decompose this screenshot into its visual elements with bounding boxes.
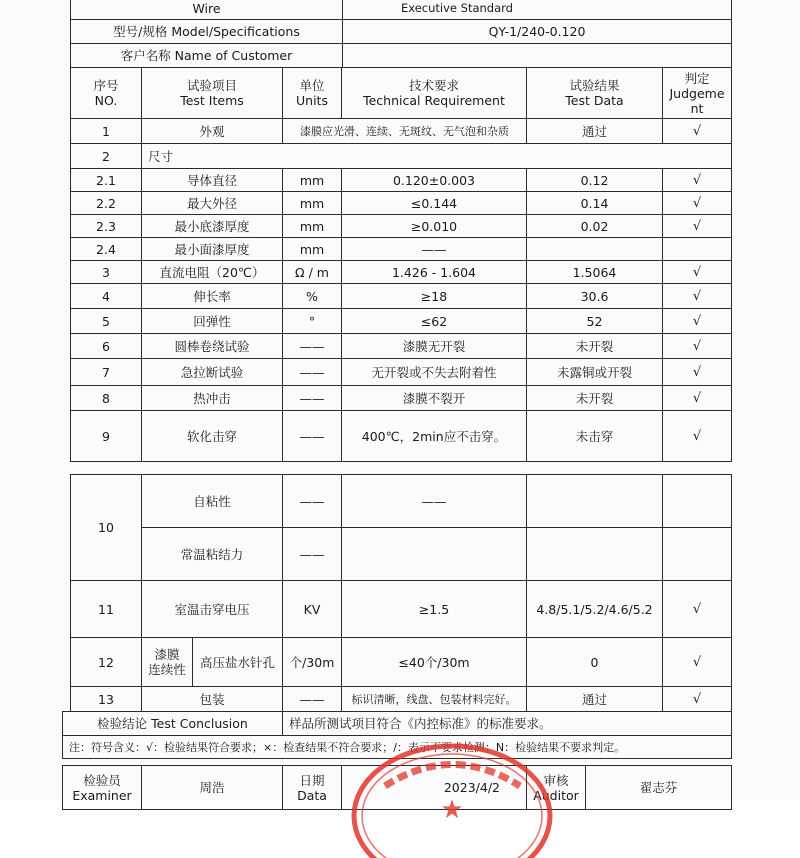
row-2.1-unit — [282, 168, 342, 192]
header-items — [141, 67, 283, 119]
row-2.2-req-text: ≤0.144 — [410, 195, 458, 211]
row-5-item-text: 回弹性 — [193, 313, 231, 329]
row-9-no — [70, 410, 142, 462]
row-4-item-text: 伸长率 — [193, 288, 231, 304]
row-2.4-no — [70, 237, 142, 261]
row-4-no — [70, 283, 142, 309]
row-2.2-item — [141, 191, 283, 215]
row2-no: 2 — [70, 143, 142, 169]
header-units-cn: 单位 — [299, 78, 325, 93]
row-3-data — [526, 260, 663, 284]
row-2.2-no — [70, 191, 142, 215]
row-5-data — [526, 308, 663, 334]
row-4-data — [526, 283, 663, 309]
header-data — [526, 67, 663, 119]
row-8-no — [70, 385, 142, 411]
row12-judge: √ — [662, 637, 732, 687]
conclusion-label: 检验结论 Test Conclusion — [97, 716, 248, 731]
row-9-unit — [282, 410, 342, 462]
conclusion-value: 样品所测试项目符合《内控标准》的标准要求。 — [289, 716, 552, 731]
row10a-data — [526, 474, 663, 528]
header-judgement — [662, 67, 732, 119]
row-4-judge-text: √ — [692, 288, 702, 304]
row-2.3-judge — [662, 214, 732, 238]
row10b-item: 常温粘结力 — [141, 527, 283, 581]
row1-data: 通过 — [526, 118, 663, 144]
row-3-judge — [662, 260, 732, 284]
row-7-data — [526, 358, 663, 386]
row12-item: 高压盐水针孔 — [192, 637, 283, 687]
row-8-unit — [282, 385, 342, 411]
row-9-data-text: 未击穿 — [575, 428, 614, 444]
row-7-item-text: 急拉断试验 — [180, 364, 244, 380]
row-8-req — [341, 385, 527, 411]
row13-no: 13 — [70, 686, 142, 712]
row-7-req — [341, 358, 527, 386]
row-2.2-judge-text: √ — [692, 195, 702, 211]
row-5-judge-text: √ — [692, 313, 702, 329]
row-8-no-text: 8 — [102, 390, 110, 406]
row-3-req-text: 1.426 - 1.604 — [391, 264, 477, 280]
row-9-item — [141, 410, 283, 462]
row-9-judge-text: √ — [692, 428, 702, 444]
row-7-no-text: 7 — [102, 364, 110, 380]
exec-standard-label: Executive Standard — [401, 1, 513, 15]
row-9-item-text: 软化击穿 — [186, 428, 237, 444]
row10b-judge — [662, 527, 732, 581]
row-5-judge — [662, 308, 732, 334]
header-items-cn: 试验项目 — [186, 78, 237, 93]
row-9-no-text: 9 — [102, 428, 110, 444]
row-4-item — [141, 283, 283, 309]
auditor-value: 翟志芬 — [639, 780, 678, 795]
row-3-unit-text: Ω / m — [295, 264, 329, 280]
row-2.3-req — [341, 214, 527, 238]
row12-no: 12 — [70, 637, 142, 687]
row-2.1-data-text: 0.12 — [580, 172, 609, 188]
row-6-req — [341, 333, 527, 359]
row-3-no-text: 3 — [102, 264, 110, 280]
row-5-unit — [282, 308, 342, 334]
row-7-unit — [282, 358, 342, 386]
row10b-data — [526, 527, 663, 581]
row-9-unit-text: —— — [299, 428, 325, 444]
row10a-item: 自粘性 — [141, 474, 283, 528]
model-label-cell — [70, 19, 343, 44]
row13-unit: —— — [282, 686, 342, 712]
conclusion-value-cell — [282, 711, 732, 736]
conclusion-label-cell — [62, 711, 283, 736]
row-7-no — [70, 358, 142, 386]
row13-item: 包装 — [141, 686, 283, 712]
header-data-cn: 试验结果 — [569, 78, 620, 93]
row-2.3-judge-text: √ — [692, 218, 702, 234]
row-2.3-data-text: 0.02 — [580, 218, 609, 234]
row-8-judge-text: √ — [692, 390, 702, 406]
row-8-item-text: 热冲击 — [193, 390, 231, 406]
examiner-label-cell: 检验员 Examiner — [62, 765, 142, 810]
row1-no: 1 — [70, 118, 142, 144]
row-8-req-text: 漆膜不裂开 — [402, 390, 466, 406]
row12-requirement: ≤40个/30m — [341, 637, 527, 687]
row-2.1-judge-text: √ — [692, 172, 702, 188]
row12-data: 0 — [526, 637, 663, 687]
model-value-cell — [342, 19, 732, 44]
row-7-judge — [662, 358, 732, 386]
header-req-cn: 技术要求 — [408, 78, 459, 93]
row-2.1-req — [341, 168, 527, 192]
row1-item: 外观 — [141, 118, 283, 144]
row1-judge: √ — [662, 118, 732, 144]
row-2.2-data — [526, 191, 663, 215]
exec-standard-cell — [342, 0, 732, 20]
row-2.4-judge — [662, 237, 732, 261]
row-4-data-text: 30.6 — [580, 288, 609, 304]
row-6-unit-text: —— — [299, 338, 325, 354]
header-no-en: NO. — [94, 93, 118, 108]
row-8-unit-text: —— — [299, 390, 325, 406]
customer-value-cell — [342, 43, 732, 68]
row10a-requirement: —— — [341, 474, 527, 528]
note-text: 注：符号含义：√：检验结果符合要求；×：检查结果不符合要求；/：表示不要求检测；N：检验结果不要求判定。 — [69, 740, 626, 754]
row-7-unit-text: —— — [299, 364, 325, 380]
row11-unit: KV — [282, 580, 342, 638]
row-2.3-item — [141, 214, 283, 238]
row-2.2-req — [341, 191, 527, 215]
row11-requirement: ≥1.5 — [341, 580, 527, 638]
row-5-req-text: ≤62 — [420, 313, 448, 329]
row-5-req — [341, 308, 527, 334]
date-label-cell: 日期 Data — [282, 765, 342, 810]
row-2.2-item-text: 最大外径 — [186, 195, 237, 211]
row-2.1-judge — [662, 168, 732, 192]
row-2.3-no-text: 2.3 — [96, 218, 116, 234]
row-2.2-judge — [662, 191, 732, 215]
customer-label: 客户名称 Name of Customer — [120, 48, 293, 63]
model-label: 型号/规格 Model/Specifications — [113, 24, 300, 39]
header-judge-en-2: nt — [690, 100, 704, 116]
row-2.1-no — [70, 168, 142, 192]
row-2.4-item — [141, 237, 283, 261]
row-5-item — [141, 308, 283, 334]
row13-judge: √ — [662, 686, 732, 712]
row-9-data — [526, 410, 663, 462]
row12-group: 漆膜 连续性 — [141, 637, 193, 687]
model-value: QY-1/240-0.120 — [488, 24, 586, 39]
row-2.4-item-text: 最小面漆厚度 — [174, 241, 250, 257]
row13-requirement: 标识清晰，线盘、包装材料完好。 — [341, 686, 527, 712]
row13-data: 通过 — [526, 686, 663, 712]
row-2.2-data-text: 0.14 — [580, 195, 609, 211]
header-requirement — [341, 67, 527, 119]
row-3-item — [141, 260, 283, 284]
row11-data: 4.8/5.1/5.2/4.6/5.2 — [526, 580, 663, 638]
row-2.4-no-text: 2.4 — [96, 241, 116, 257]
row-2.1-unit-text: mm — [299, 172, 325, 188]
row-4-req — [341, 283, 527, 309]
row-7-item — [141, 358, 283, 386]
row-3-req — [341, 260, 527, 284]
row-6-judge — [662, 333, 732, 359]
row-2.3-item-text: 最小底漆厚度 — [174, 218, 250, 234]
row-9-req — [341, 410, 527, 462]
row-3-judge-text: √ — [692, 264, 702, 280]
row10-no: 10 — [70, 474, 142, 581]
row-6-data-text: 未开裂 — [575, 338, 614, 354]
row-4-unit — [282, 283, 342, 309]
row-7-judge-text: √ — [692, 364, 702, 380]
row-6-no-text: 6 — [102, 338, 110, 354]
row-6-judge-text: √ — [692, 338, 702, 354]
header-judge-cn: 判定 — [684, 70, 710, 86]
customer-label-cell — [70, 43, 343, 68]
row-2.4-req — [341, 237, 527, 261]
row-4-no-text: 4 — [102, 288, 110, 304]
date-value: 2023/4/2 — [443, 780, 500, 795]
row-2.3-unit — [282, 214, 342, 238]
examiner-value: 周浩 — [199, 780, 225, 795]
row11-item: 室温击穿电压 — [141, 580, 283, 638]
row-2.1-no-text: 2.1 — [96, 172, 116, 188]
row-6-no — [70, 333, 142, 359]
row-7-data-text: 未露铜或开裂 — [556, 364, 632, 380]
row2-item: 尺寸 — [141, 143, 732, 169]
header-data-en: Test Data — [565, 93, 624, 108]
row-2.2-unit-text: mm — [299, 195, 325, 211]
header-items-en: Test Items — [180, 93, 244, 108]
row-2.3-unit-text: mm — [299, 218, 325, 234]
row-2.1-data — [526, 168, 663, 192]
row10a-judge — [662, 474, 732, 528]
row-3-unit — [282, 260, 342, 284]
seal-graphic — [345, 738, 560, 858]
row-2.3-req-text: ≥0.010 — [410, 218, 458, 234]
row-6-data — [526, 333, 663, 359]
row-2.4-unit-text: mm — [299, 241, 325, 257]
row-2.4-unit — [282, 237, 342, 261]
row-3-item-text: 直流电阻（20℃） — [159, 264, 265, 280]
row1-requirement: 漆膜应光滑、连续、无斑纹、无气泡和杂质 — [282, 118, 527, 144]
header-units — [282, 67, 342, 119]
row-4-unit-text: % — [306, 288, 318, 304]
row-2.4-data — [526, 237, 663, 261]
row12-unit: 个/30m — [282, 637, 342, 687]
row-6-req-text: 漆膜无开裂 — [402, 338, 466, 354]
row-8-data-text: 未开裂 — [575, 390, 614, 406]
row-5-data-text: 52 — [586, 313, 603, 329]
row-8-judge — [662, 385, 732, 411]
row-7-req-text: 无开裂或不失去附着性 — [371, 364, 497, 380]
row-2.1-item-text: 导体直径 — [186, 172, 237, 188]
wire-label: Wire — [192, 1, 221, 16]
row-3-data-text: 1.5064 — [572, 264, 617, 280]
row-8-data — [526, 385, 663, 411]
row-2.1-req-text: 0.120±0.003 — [392, 172, 476, 188]
row-2.3-no — [70, 214, 142, 238]
row-2.2-no-text: 2.2 — [96, 195, 116, 211]
row-6-item-text: 圆棒卷绕试验 — [174, 338, 250, 354]
row-9-judge — [662, 410, 732, 462]
row-2.2-unit — [282, 191, 342, 215]
row-4-req-text: ≥18 — [420, 288, 448, 304]
row-5-unit-text: ° — [308, 313, 316, 329]
row-2.4-req-text: —— — [421, 241, 447, 257]
row-6-item — [141, 333, 283, 359]
row-2.1-item — [141, 168, 283, 192]
header-req-en: Technical Requirement — [363, 93, 505, 108]
row-8-item — [141, 385, 283, 411]
header-no-cn: 序号 — [93, 78, 119, 93]
row10b-unit: —— — [282, 527, 342, 581]
company-seal — [345, 738, 560, 858]
row-4-judge — [662, 283, 732, 309]
row-3-no — [70, 260, 142, 284]
auditor-label-cell: 审核 Auditor — [526, 765, 586, 810]
header-units-en: Units — [296, 93, 328, 108]
header-no — [70, 67, 142, 119]
row-5-no — [70, 308, 142, 334]
auditor-value-cell — [585, 765, 732, 810]
examiner-value-cell — [141, 765, 283, 810]
row10a-unit: —— — [282, 474, 342, 528]
row11-no: 11 — [70, 580, 142, 638]
row-5-no-text: 5 — [102, 313, 110, 329]
row11-judge: √ — [662, 580, 732, 638]
row-6-unit — [282, 333, 342, 359]
svg-text:★: ★ — [440, 795, 464, 825]
header-judge-en-1: Judgeme — [669, 85, 725, 101]
wire-label-cell — [70, 0, 343, 20]
row-2.3-data — [526, 214, 663, 238]
row-9-req-text: 400℃，2min应不击穿。 — [361, 428, 507, 444]
row10b-requirement — [341, 527, 527, 581]
